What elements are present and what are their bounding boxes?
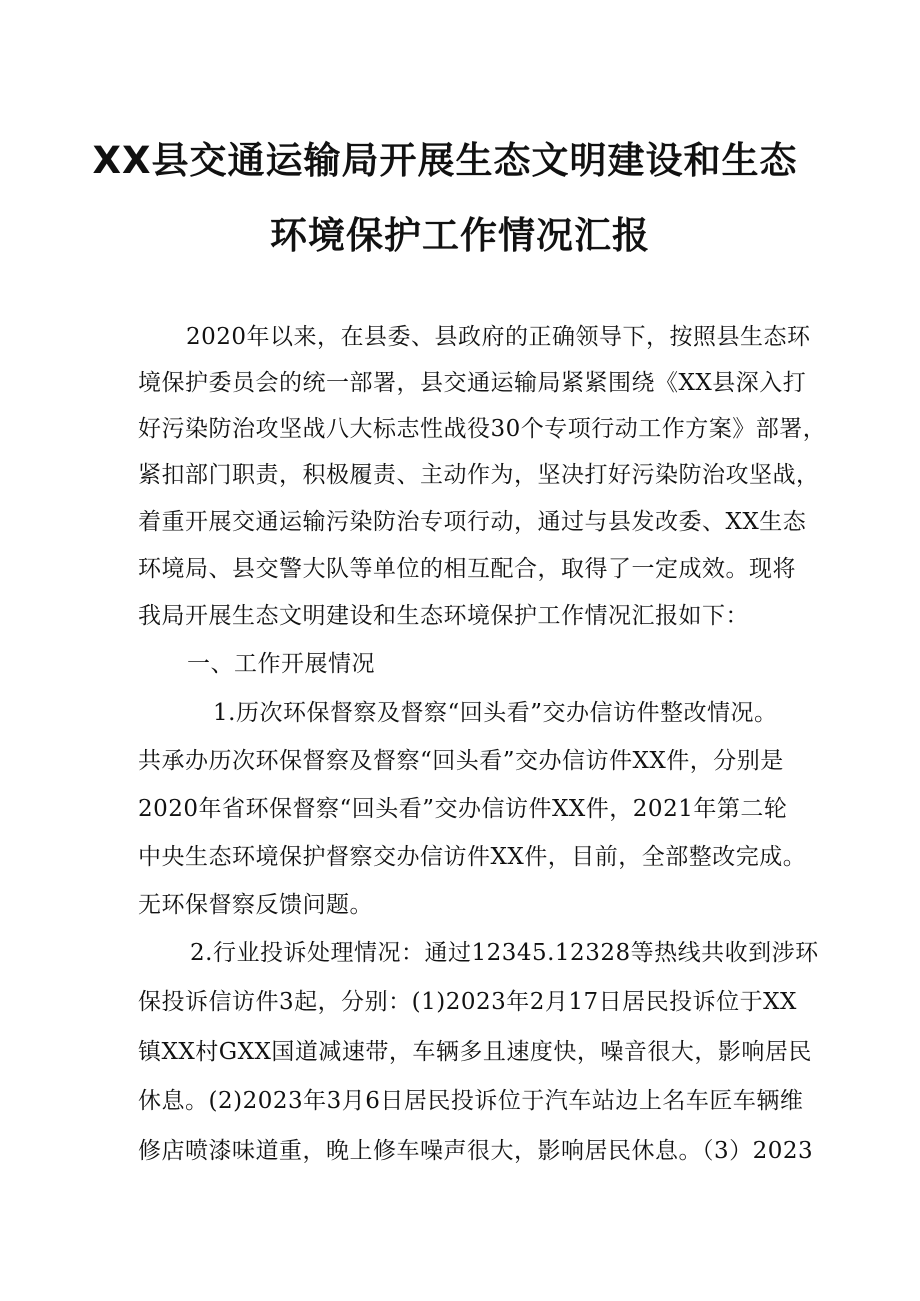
- paragraph-line: 环境局、县交警大队等单位的相互配合，取得了一定成效。现将: [138, 556, 796, 582]
- paragraph-line: 着重开展交通运输污染防治专项行动，通过与县发改委、XX生态: [138, 509, 807, 535]
- paragraph-line: 好污染防治攻坚战八大标志性战役30个专项行动工作方案》部署，: [138, 416, 827, 442]
- section-heading: 一、工作开展情况: [187, 651, 375, 677]
- item-heading: 1.历次环保督察及督察“回头看”交办信访件整改情况。: [213, 700, 778, 726]
- paragraph-line: 我局开展生态文明建设和生态环境保护工作情况汇报如下：: [138, 603, 749, 629]
- paragraph-line: 共承办历次环保督察及督察“回头看”交办信访件XX件，分别是: [138, 748, 784, 774]
- document-title-line-1: XX县交通运输局开展生态文明建设和生态: [92, 139, 798, 182]
- document-title-line-2: 环境保护工作情况汇报: [270, 214, 650, 257]
- paragraph-line: 保投诉信访件3起，分别：(1)2023年2月17日居民投诉位于XX: [138, 989, 797, 1015]
- paragraph-line: 2.行业投诉处理情况：通过12345.12328等热线共收到涉环: [190, 940, 819, 966]
- paragraph-line: 镇XX村GXX国道减速带，车辆多且速度快，噪音很大，影响居民: [138, 1039, 812, 1065]
- paragraph-line: 紧扣部门职责，积极履责、主动作为，坚决打好污染防治攻坚战，: [138, 462, 820, 488]
- paragraph-line: 休息。(2)2023年3月6日居民投诉位于汽车站边上名车匠车辆维: [138, 1088, 804, 1114]
- paragraph-line: 无环保督察反馈问题。: [138, 892, 373, 918]
- paragraph-line: 修店喷漆味道重，晚上修车噪声很大，影响居民休息。（3）2023: [138, 1138, 814, 1164]
- paragraph-line: 2020年以来，在县委、县政府的正确领导下，按照县生态环: [186, 324, 811, 350]
- paragraph-line: 2020年省环保督察“回头看”交办信访件XX件，2021年第二轮: [138, 796, 788, 822]
- paragraph-line: 境保护委员会的统一部署，县交通运输局紧紧围绕《XX县深入打: [138, 370, 807, 396]
- paragraph-line: 中央生态环境保护督察交办信访件XX件，目前，全部整改完成。: [138, 844, 807, 870]
